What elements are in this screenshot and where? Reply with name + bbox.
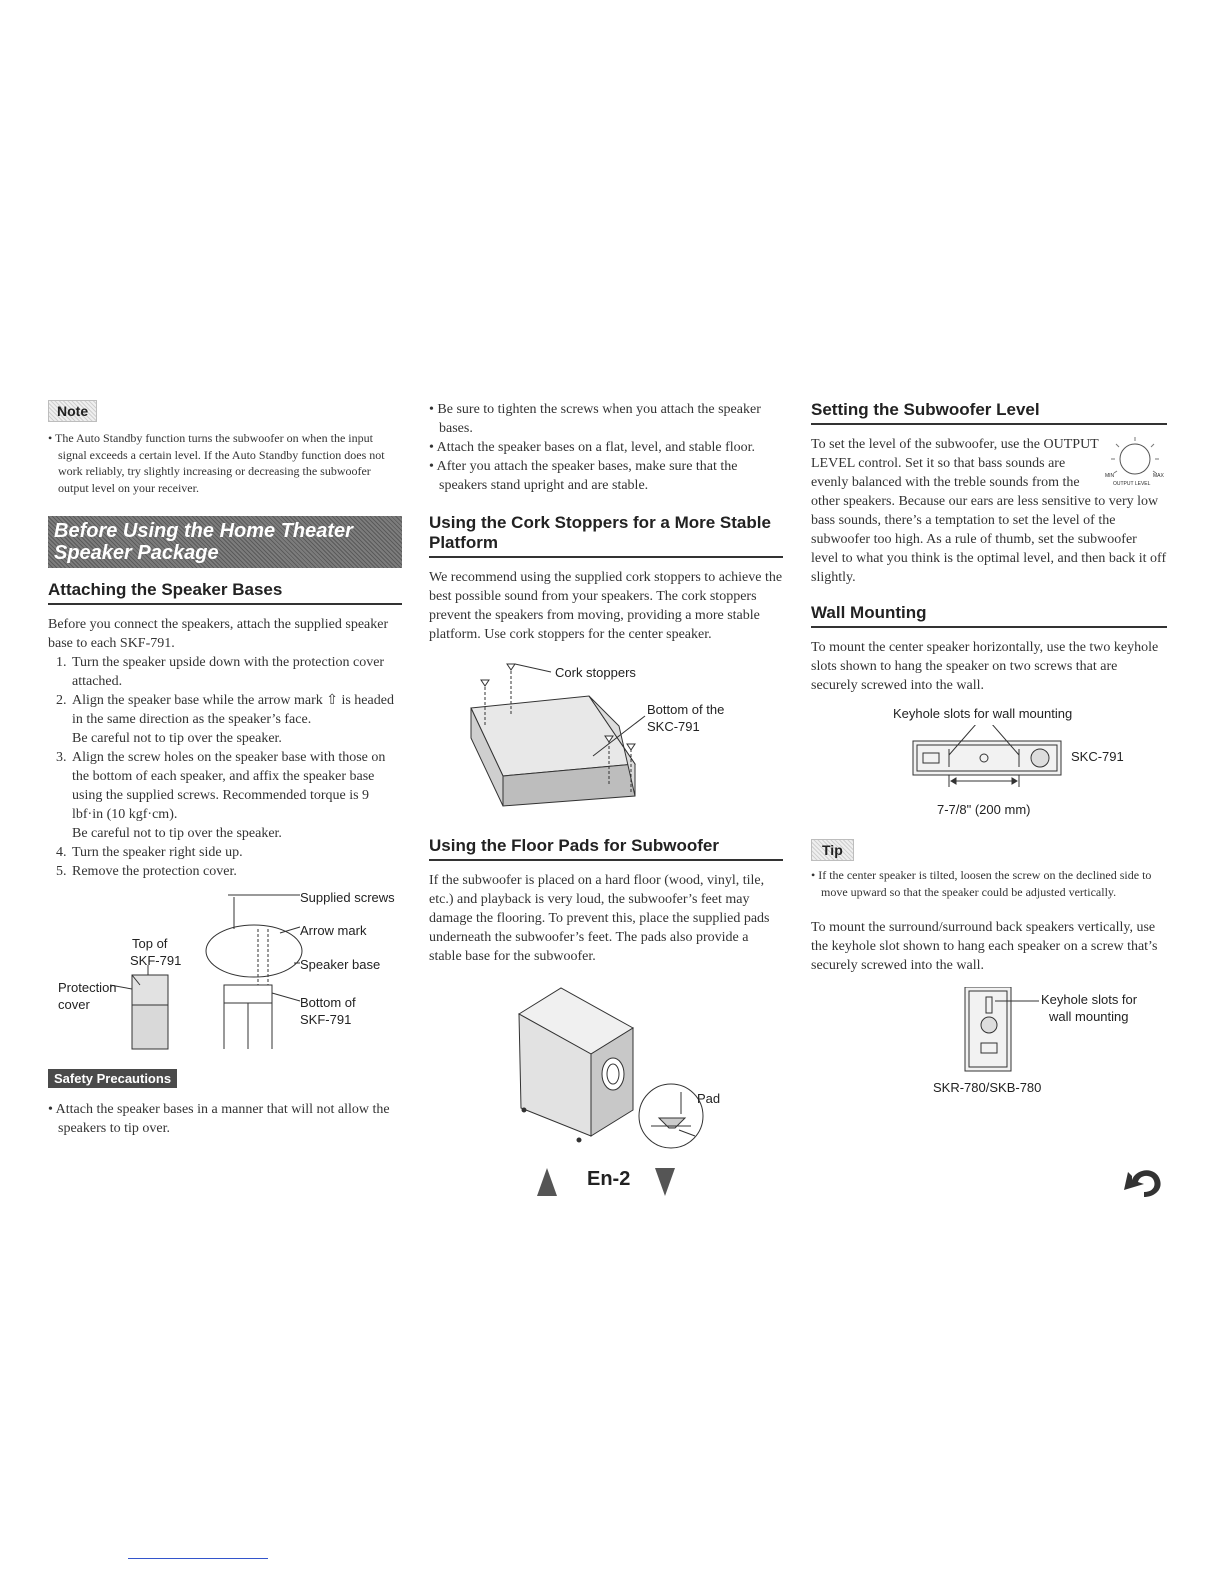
wall-mounting-heading: Wall Mounting [811, 603, 1167, 628]
banner-line-2: Speaker Package [54, 542, 219, 564]
subwoofer-drawing [429, 984, 783, 1154]
bullet-tighten: • Be sure to tighten the screws when you attach the speaker bases. [429, 402, 761, 436]
note-badge: Note [48, 400, 97, 422]
label-skr-780: SKR-780/SKB-780 [933, 1080, 1042, 1095]
step-1: 1. Turn the speaker upside down with the protection cover attached. [70, 653, 402, 691]
right-column [811, 400, 1167, 1097]
step-3-note: Be careful not to tip over the speaker. [72, 826, 282, 841]
step-2-note: Be careful not to tip over the speaker. [72, 731, 282, 746]
cork-heading: Using the Cork Stoppers for a More Stable Platform [429, 513, 783, 558]
step-4: 4. Turn the speaker right side up. [70, 843, 402, 862]
label-cover: cover [58, 997, 90, 1012]
floor-pads-heading: Using the Floor Pads for Subwoofer [429, 836, 783, 861]
cork-stopper-figure [429, 656, 783, 826]
center-wall-mount-figure [811, 705, 1167, 825]
page-footer [537, 1166, 687, 1200]
knob-min: MIN [1105, 473, 1115, 479]
label-keyhole-slot-for: Keyhole slots for [1041, 992, 1138, 1007]
surround-wall-mount-figure [811, 987, 1167, 1097]
bullet-upright: • After you attach the speaker bases, make sure that the speakers stand upright and are stable. [429, 459, 738, 493]
label-speaker-base: Speaker base [300, 957, 381, 972]
page-number: En-2 [587, 1168, 631, 1190]
output-level-knob [1103, 435, 1167, 491]
previous-page-icon[interactable] [537, 1168, 557, 1196]
label-arrow-mark: Arrow mark [300, 923, 367, 938]
label-keyhole-slots: Keyhole slots for wall mounting [893, 706, 1073, 721]
speaker-base-figure [48, 889, 402, 1059]
tip-badge: Tip [811, 839, 854, 861]
label-bottom-of: Bottom of [300, 995, 356, 1010]
label-cork-stoppers: Cork stoppers [555, 665, 636, 680]
label-pad: Pad [697, 1091, 721, 1106]
subwoofer-level-text: To set the level of the subwoofer, use the OUTPUT LEVEL control. Set it so that bass sounds are evenly balanced with the treble sounds from the other speakers. Because our ears are less sensitive to very low bass sounds, there’s a temptation to set the level of the subwoofer too high. As a rule of thumb, set the subwoofer level to what you think is the optimal level, and then back it off slightly. [811, 437, 1167, 585]
speaker-base-drawing [48, 889, 402, 1059]
tip-text: • If the center speaker is tilted, loosen the screw on the declined side to move upward so that the speaker could be adjusted vertically. [811, 868, 1152, 899]
note-text: • The Auto Standby function turns the subwoofer on when the input signal exceeds a certain level. If the Auto Standby function does not work reliably, try slightly increasing or decreasing the subwoofer output level on your receiver. [48, 431, 385, 495]
subwoofer-figure [429, 984, 783, 1154]
safety-text: • Attach the speaker bases in a manner that will not allow the speakers to tip over. [48, 1102, 390, 1136]
cork-text: We recommend using the supplied cork stoppers to achieve the best possible sound from your speakers. The cork stoppers prevent the speakers from moving, providing a more stable platform. Use cork stoppers for the center speaker. [429, 570, 783, 642]
bullet-flat-floor: • Attach the speaker bases on a flat, level, and stable floor. [429, 440, 756, 455]
next-page-icon[interactable] [655, 1168, 675, 1196]
label-wall-mounting: wall mounting [1049, 1009, 1129, 1024]
label-dimension: 7-7/8" (200 mm) [937, 802, 1031, 817]
label-skf-791-top: SKF-791 [130, 953, 182, 968]
step-2: 2. Align the speaker base while the arrow mark ⇧ is headed in the same direction as the speaker’s face. Be careful not to tip over the speaker. [70, 691, 402, 748]
return-back-icon[interactable] [1122, 1164, 1166, 1198]
step-3: 3. Align the screw holes on the speaker base with those on the bottom of each speaker, and affix the speaker base using the supplied screws. Recommended torque is 9 lbf·in (10 kgf·cm). Be careful not to tip over the speaker. [70, 748, 402, 843]
label-supplied-screws: Supplied screws [300, 890, 395, 905]
footer-link-rule [128, 1558, 268, 1559]
banner-line-1: Before Using the Home Theater [54, 520, 353, 542]
center-speaker-drawing [429, 656, 783, 826]
label-protection: Protection [58, 980, 117, 995]
left-column [48, 400, 402, 1138]
label-skc-791: SKC-791 [647, 719, 700, 734]
floor-pads-text: If the subwoofer is placed on a hard floor (wood, vinyl, tile, etc.) and playback is very loud, the subwoofer’s feet may damage the flooring. To prevent this, place the supplied pads underneath the subwoofer’s feet. The pads also provide a stable base for the subwoofer. [429, 873, 770, 964]
attach-steps [48, 653, 402, 881]
middle-column [429, 400, 783, 1154]
surround-mount-text: To mount the surround/surround back speakers vertically, use the keyhole slot shown to hang each speaker on a screw that’s securely screwed into the wall. [811, 920, 1158, 973]
label-skc-791-wall: SKC-791 [1071, 749, 1124, 764]
subwoofer-level-heading: Setting the Subwoofer Level [811, 400, 1167, 425]
attach-intro: Before you connect the speakers, attach the supplied speaker base to each SKF-791. [48, 617, 389, 651]
step-5: 5. Remove the protection cover. [70, 862, 402, 881]
knob-max: MAX [1153, 473, 1164, 479]
attach-heading: Attaching the Speaker Bases [48, 580, 402, 605]
label-bottom-of-the: Bottom of the [647, 702, 725, 717]
safety-precautions-badge: Safety Precautions [48, 1069, 177, 1088]
section-banner [48, 516, 402, 568]
wall-mounting-text: To mount the center speaker horizontally, use the two keyhole slots shown to hang the speaker on two screws that are securely screwed into the wall. [811, 640, 1159, 693]
knob-label: OUTPUT LEVEL [1113, 481, 1151, 487]
label-top-of: Top of [132, 936, 168, 951]
label-skf-791-bottom: SKF-791 [300, 1012, 352, 1027]
